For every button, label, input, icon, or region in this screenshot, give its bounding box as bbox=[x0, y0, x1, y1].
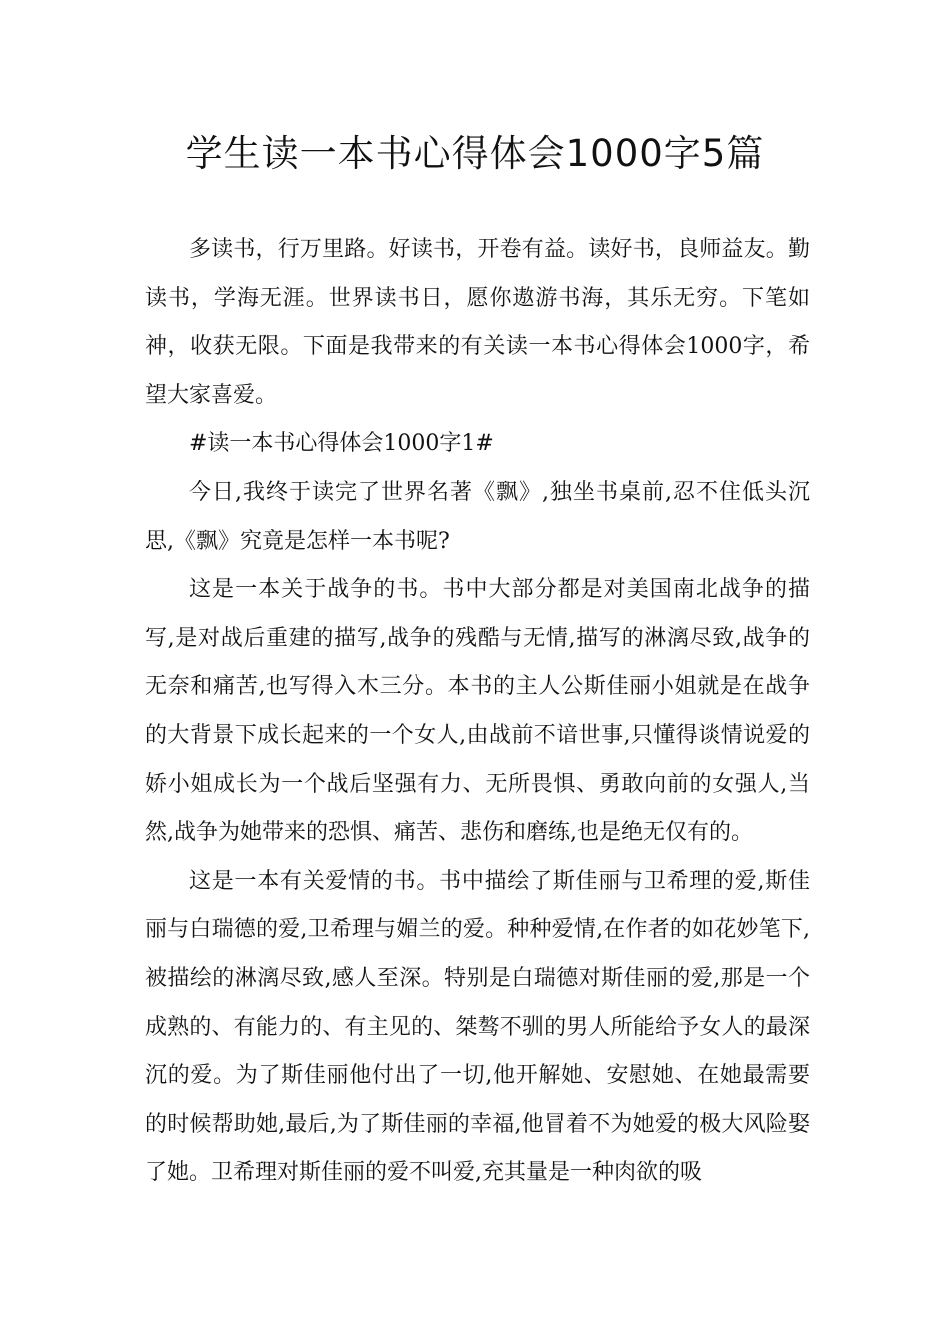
document-body bbox=[145, 226, 810, 1198]
body-paragraph: 今日,我终于读完了世界名著《飘》,独坐书桌前,忍不住低头沉思,《飘》究竟是怎样一本书呢? bbox=[145, 479, 810, 554]
body-paragraph: 这是一本有关爱情的书。书中描绘了斯佳丽与卫希理的爱,斯佳丽与白瑞德的爱,卫希理与媚兰的爱。种种爱情,在作者的如花妙笔下,被描绘的淋漓尽致,感人至深。特别是白瑞德对斯佳丽的爱,那是一个成熟的、有能力的、有主见的、桀骜不驯的男人所能给予女人的最深沉的爱。为了斯佳丽他付出了一切,他开解她、安慰她、在她最需要的时候帮助她,最后,为了斯佳丽的幸福,他冒着不为她爱的极大风险娶了她。卫希理对斯佳丽的爱不叫爱,充其量是一种肉欲的吸 bbox=[145, 868, 810, 1186]
intro-paragraph: 多读书，行万里路。好读书，开卷有益。读好书，良师益友。勤读书，学海无涯。世界读书日，愿你遨游书海，其乐无穷。下笔如神，收获无限。下面是我带来的有关读一本书心得体会1000字，希望大家喜爱。 bbox=[145, 237, 810, 408]
document-title: 学生读一本书心得体会1000字5篇 bbox=[185, 132, 765, 175]
body-paragraph: 这是一本关于战争的书。书中大部分都是对美国南北战争的描写,是对战后重建的描写,战争的残酷与无情,描写的淋漓尽致,战争的无奈和痛苦,也写得入木三分。本书的主人公斯佳丽小姐就是在战争的大背景下成长起来的一个女人,由战前不谙世事,只懂得谈情说爱的娇小姐成长为一个战后坚强有力、无所畏惧、勇敢向前的女强人,当然,战争为她带来的恐惧、痛苦、悲伤和磨练,也是绝无仅有的。 bbox=[145, 577, 810, 846]
section-heading: #读一本书心得体会1000字1# bbox=[189, 431, 494, 457]
